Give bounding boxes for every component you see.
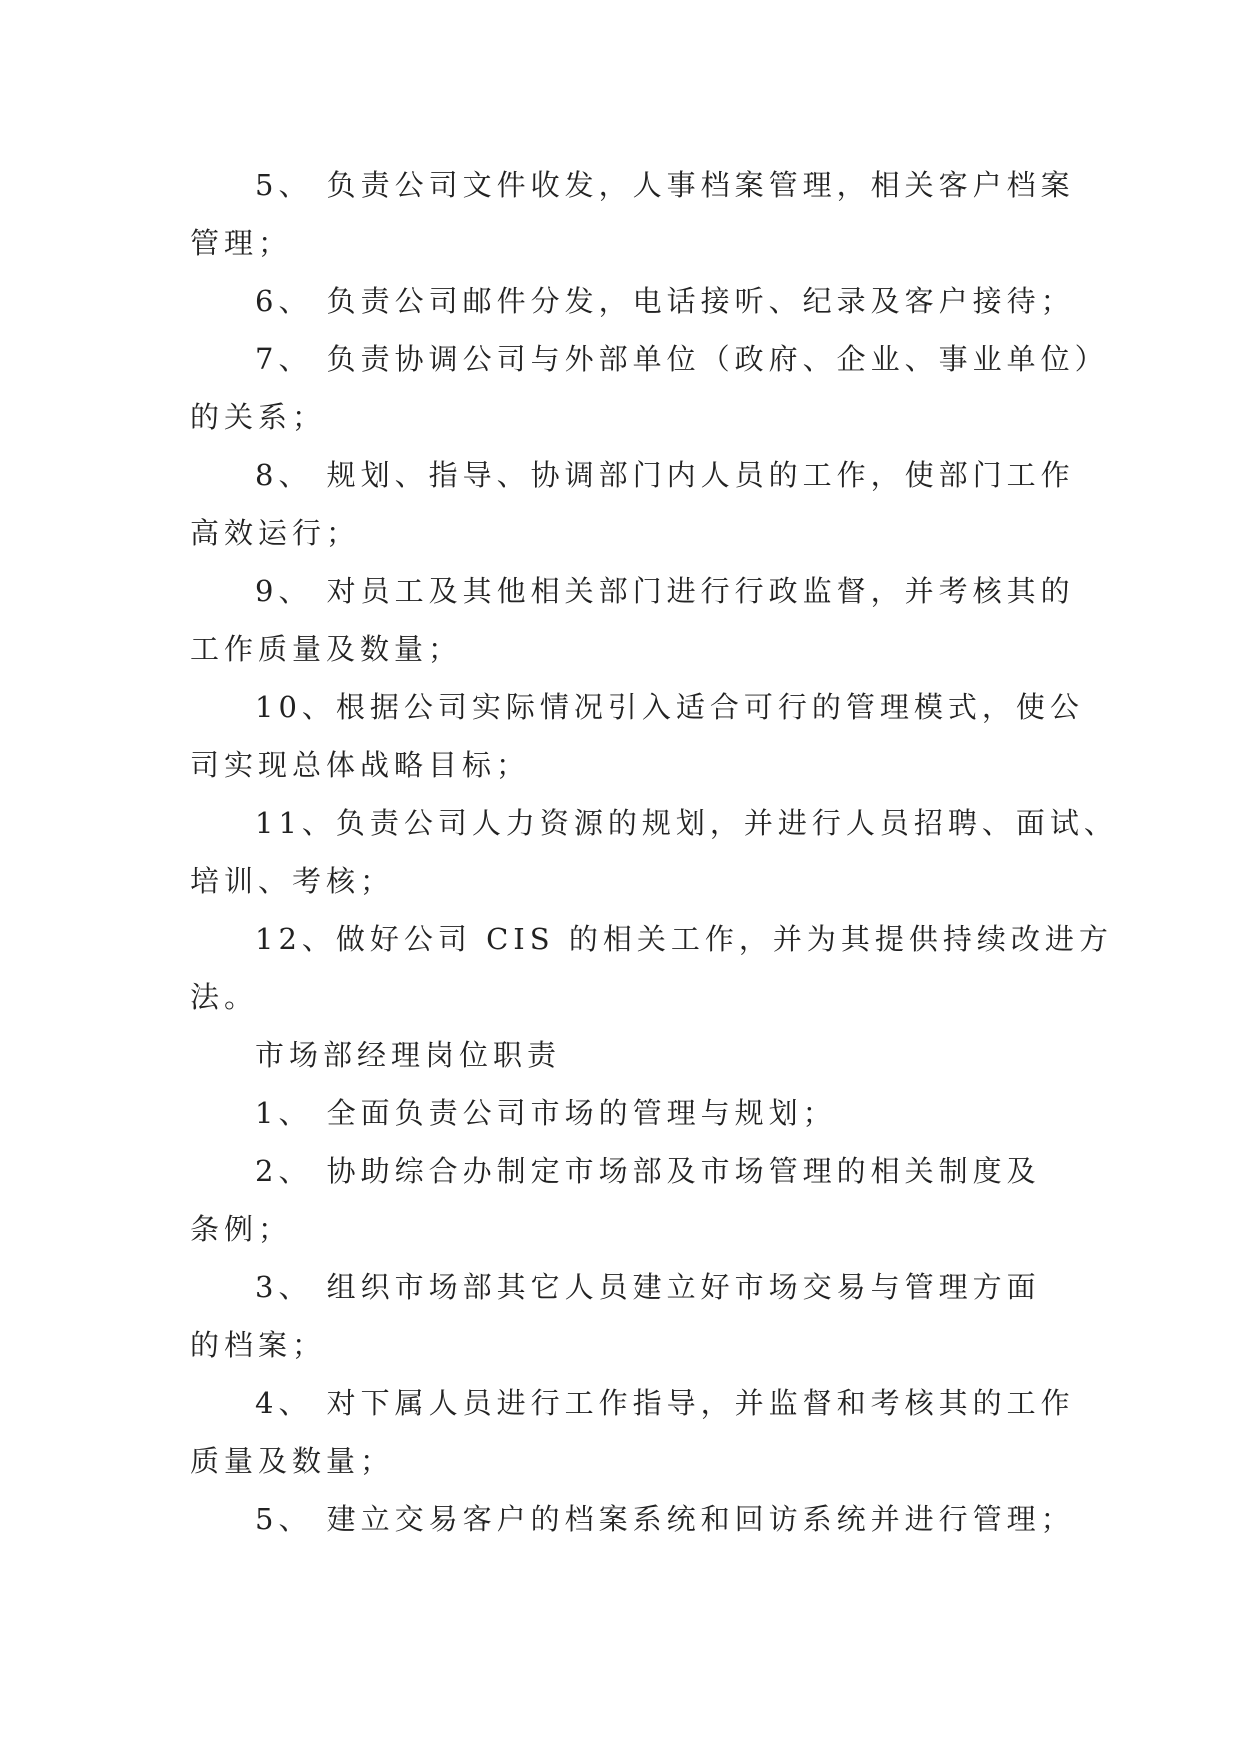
paragraph-line: 5、 建立交易客户的档案系统和回访系统并进行管理； (255, 1502, 1075, 1536)
paragraph-line: 质量及数量； (190, 1444, 395, 1478)
paragraph-line: 8、 规划、指导、协调部门内人员的工作，使部门工作 (255, 458, 1075, 492)
paragraph-line: 工作质量及数量； (190, 632, 463, 666)
paragraph-line: 10、根据公司实际情况引入适合可行的管理模式，使公 (255, 690, 1084, 724)
section-heading: 市场部经理岗位职责 (255, 1038, 562, 1072)
paragraph-line: 5、 负责公司文件收发，人事档案管理，相关客户档案 (255, 168, 1075, 202)
paragraph-line: 高效运行； (190, 516, 361, 550)
paragraph-line: 法。 (190, 980, 259, 1014)
paragraph-line: 司实现总体战略目标； (190, 748, 531, 782)
paragraph-line: 的关系； (190, 400, 327, 434)
paragraph-line: 9、 对员工及其他相关部门进行行政监督，并考核其的 (255, 574, 1075, 608)
paragraph-line: 培训、考核； (190, 864, 395, 898)
paragraph-line: 3、 组织市场部其它人员建立好市场交易与管理方面 (255, 1270, 1041, 1304)
paragraph-line: 12、做好公司 CIS 的相关工作，并为其提供持续改进方 (255, 922, 1113, 956)
paragraph-line: 6、 负责公司邮件分发，电话接听、纪录及客户接待； (255, 284, 1075, 318)
paragraph-line: 4、 对下属人员进行工作指导，并监督和考核其的工作 (255, 1386, 1075, 1420)
paragraph-line: 管理； (190, 226, 293, 260)
paragraph-line: 1、 全面负责公司市场的管理与规划； (255, 1096, 837, 1130)
paragraph-line: 的档案； (190, 1328, 327, 1362)
paragraph-line: 11、负责公司人力资源的规划，并进行人员招聘、面试、 (255, 806, 1118, 840)
paragraph-line: 7、 负责协调公司与外部单位（政府、企业、事业单位） (255, 342, 1109, 376)
paragraph-line: 条例； (190, 1212, 293, 1246)
paragraph-line: 2、 协助综合办制定市场部及市场管理的相关制度及 (255, 1154, 1041, 1188)
